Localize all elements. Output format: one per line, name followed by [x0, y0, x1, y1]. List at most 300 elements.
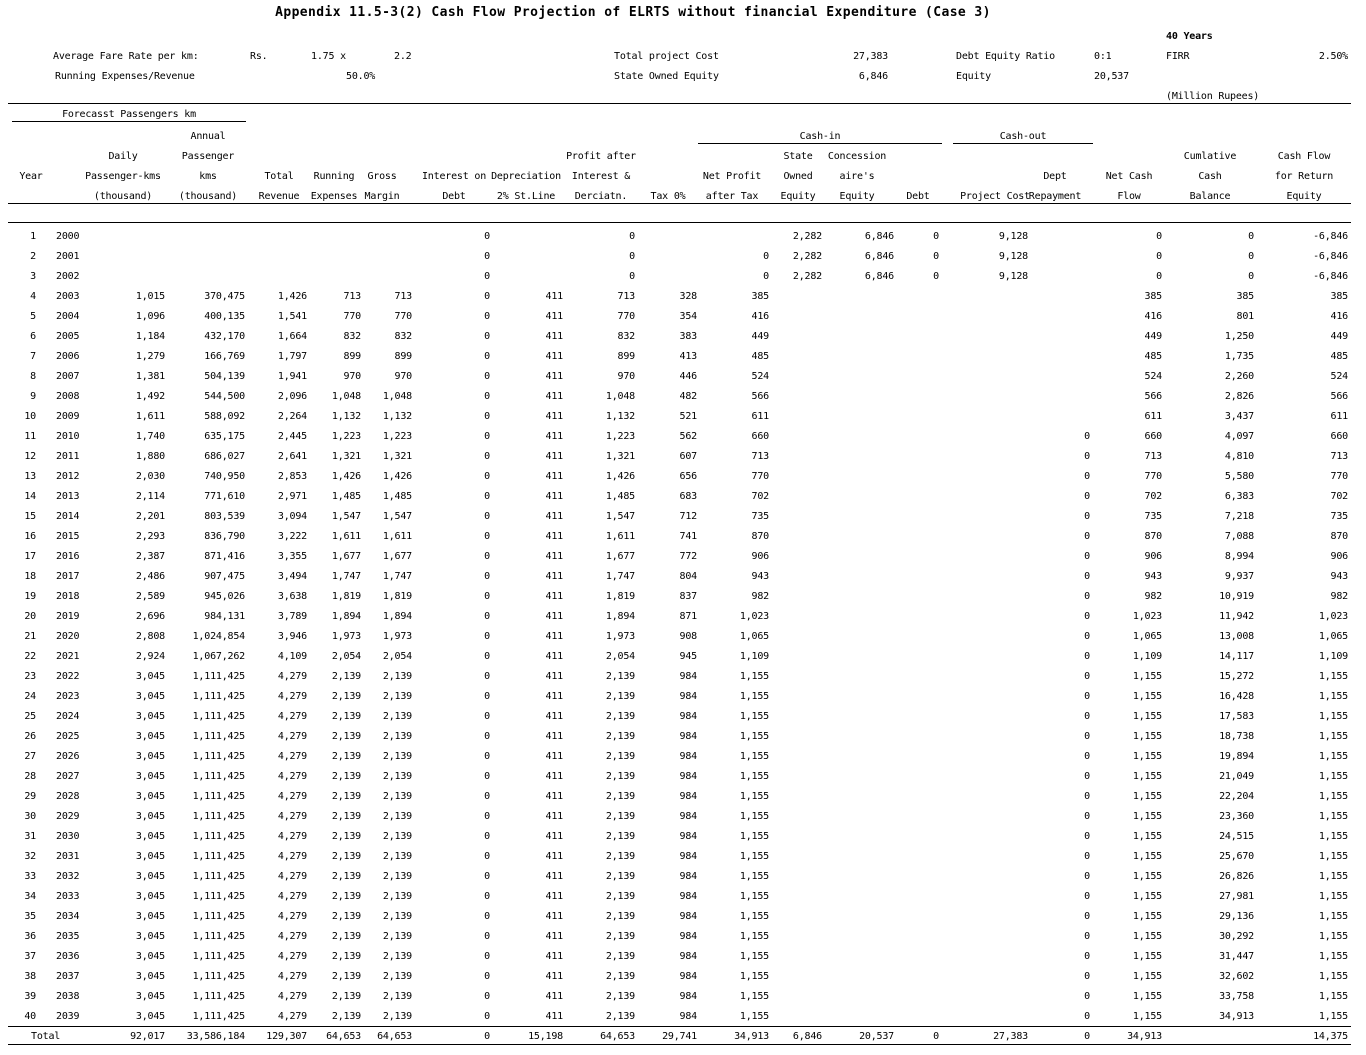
- table-cell: 1,109: [739, 651, 769, 662]
- table-cell: 660: [1144, 431, 1162, 442]
- table-cell: 1,223: [605, 431, 635, 442]
- table-cell: 984: [679, 731, 697, 742]
- total-cell: 14,375: [1313, 1031, 1348, 1042]
- table-cell: 416: [751, 311, 769, 322]
- table-cell: 411: [545, 1011, 563, 1022]
- table-cell: 0: [484, 291, 490, 302]
- table-cell: 1,155: [739, 991, 769, 1002]
- table-cell: 1,155: [1318, 811, 1348, 822]
- row-number: 12: [24, 451, 36, 462]
- table-cell: 1,155: [1132, 671, 1162, 682]
- total-cell: 27,383: [993, 1031, 1028, 1042]
- table-cell: 1,485: [382, 491, 412, 502]
- table-cell: 354: [679, 311, 697, 322]
- table-cell: 0: [1084, 711, 1090, 722]
- table-cell: 899: [394, 351, 412, 362]
- row-number: 35: [24, 911, 36, 922]
- row-year: 2023: [56, 691, 80, 702]
- table-cell: 0: [484, 551, 490, 562]
- table-cell: 970: [343, 371, 361, 382]
- table-cell: 524: [751, 371, 769, 382]
- table-cell: 21,049: [1219, 771, 1254, 782]
- table-cell: 2,139: [382, 831, 412, 842]
- row-number: 29: [24, 791, 36, 802]
- column-header-text: Equity: [1286, 191, 1322, 202]
- table-cell: 1,067,262: [192, 651, 245, 662]
- table-cell: 1,155: [739, 851, 769, 862]
- table-cell: 1,155: [739, 671, 769, 682]
- table-cell: 1,111,425: [192, 671, 245, 682]
- table-cell: 0: [1084, 491, 1090, 502]
- table-cell: 906: [751, 551, 769, 562]
- table-cell: 4,279: [277, 951, 307, 962]
- table-cell: 713: [617, 291, 635, 302]
- table-cell: 411: [545, 331, 563, 342]
- table-cell: 2,139: [382, 991, 412, 1002]
- table-cell: 735: [1330, 511, 1348, 522]
- row-number: 2: [30, 251, 36, 262]
- table-cell: 34,913: [1219, 1011, 1254, 1022]
- table-cell: 1,735: [1224, 351, 1254, 362]
- table-cell: 1,155: [1318, 731, 1348, 742]
- table-cell: 984: [679, 751, 697, 762]
- table-cell: 2,139: [605, 911, 635, 922]
- row-year: 2007: [56, 371, 80, 382]
- table-cell: 1,155: [1318, 931, 1348, 942]
- table-cell: 1,492: [135, 391, 165, 402]
- table-cell: 1,155: [739, 931, 769, 942]
- table-cell: 1,155: [1318, 711, 1348, 722]
- table-cell: 2,139: [605, 711, 635, 722]
- table-cell: 1,155: [1318, 751, 1348, 762]
- table-cell: 2,139: [331, 691, 361, 702]
- row-number: 9: [30, 391, 36, 402]
- table-cell: 2,139: [331, 971, 361, 982]
- table-cell: 0: [933, 231, 939, 242]
- table-cell: 2,826: [1224, 391, 1254, 402]
- table-cell: 1,155: [1318, 991, 1348, 1002]
- table-cell: 0: [484, 331, 490, 342]
- table-cell: 770: [1144, 471, 1162, 482]
- table-cell: 984: [679, 851, 697, 862]
- table-cell: 0: [484, 951, 490, 962]
- table-cell: 5,580: [1224, 471, 1254, 482]
- row-number: 33: [24, 871, 36, 882]
- table-cell: 1,111,425: [192, 791, 245, 802]
- table-cell: 446: [679, 371, 697, 382]
- table-cell: 2,030: [135, 471, 165, 482]
- table-cell: 0: [484, 731, 490, 742]
- table-cell: 1,973: [382, 631, 412, 642]
- table-cell: 0: [1084, 511, 1090, 522]
- table-cell: 611: [1144, 411, 1162, 422]
- table-cell: 0: [1248, 271, 1254, 282]
- table-cell: 3,045: [135, 871, 165, 882]
- table-cell: 0: [484, 831, 490, 842]
- column-header-text: Expenses: [310, 191, 358, 202]
- row-number: 5: [30, 311, 36, 322]
- table-cell: 1,155: [1318, 691, 1348, 702]
- table-cell: 982: [1330, 591, 1348, 602]
- table-cell: 2,139: [605, 751, 635, 762]
- table-cell: 3,789: [277, 611, 307, 622]
- column-header-text: Cash: [1198, 171, 1222, 182]
- row-year: 2019: [56, 611, 80, 622]
- table-cell: 0: [1084, 671, 1090, 682]
- table-cell: 770: [751, 471, 769, 482]
- fare-multiplier: 2.2: [394, 51, 412, 62]
- table-cell: 1,819: [605, 591, 635, 602]
- column-header-text: Owned: [783, 171, 813, 182]
- row-year: 2001: [56, 251, 80, 262]
- table-cell: 803,539: [204, 511, 245, 522]
- table-cell: 3,045: [135, 1011, 165, 1022]
- table-cell: 1,155: [1132, 951, 1162, 962]
- table-cell: 482: [679, 391, 697, 402]
- row-year: 2028: [56, 791, 80, 802]
- row-number: 34: [24, 891, 36, 902]
- table-cell: 1,111,425: [192, 811, 245, 822]
- row-year: 2020: [56, 631, 80, 642]
- table-cell: 31,447: [1219, 951, 1254, 962]
- row-number: 4: [30, 291, 36, 302]
- table-cell: 0: [1084, 811, 1090, 822]
- cash-in-group-label: Cash-in: [799, 131, 841, 142]
- table-cell: 3,094: [277, 511, 307, 522]
- equity-label: Equity: [956, 71, 991, 82]
- table-cell: 899: [617, 351, 635, 362]
- row-number: 26: [24, 731, 36, 742]
- row-year: 2031: [56, 851, 80, 862]
- table-cell: 544,500: [204, 391, 245, 402]
- column-header-text: Equity: [839, 191, 875, 202]
- table-cell: 1,155: [739, 711, 769, 722]
- table-cell: 411: [545, 691, 563, 702]
- table-cell: 2,201: [135, 511, 165, 522]
- table-cell: 2,139: [605, 831, 635, 842]
- table-cell: 1,111,425: [192, 931, 245, 942]
- row-number: 23: [24, 671, 36, 682]
- table-cell: 870: [1144, 531, 1162, 542]
- table-cell: 2,264: [277, 411, 307, 422]
- table-cell: 4,097: [1224, 431, 1254, 442]
- table-cell: 0: [484, 891, 490, 902]
- forecast-group-label: Forecasst Passengers km: [62, 109, 196, 120]
- table-cell: 1,155: [739, 871, 769, 882]
- table-cell: 3,638: [277, 591, 307, 602]
- row-number: 7: [30, 351, 36, 362]
- row-number: 10: [24, 411, 36, 422]
- table-cell: 4,279: [277, 831, 307, 842]
- table-cell: 1,547: [382, 511, 412, 522]
- table-cell: 2,139: [331, 991, 361, 1002]
- table-cell: 562: [679, 431, 697, 442]
- table-cell: 2,139: [331, 671, 361, 682]
- table-cell: 2,054: [382, 651, 412, 662]
- table-cell: 1,747: [605, 571, 635, 582]
- table-cell: 1,381: [135, 371, 165, 382]
- table-cell: 2,139: [605, 671, 635, 682]
- row-year: 2034: [56, 911, 80, 922]
- table-cell: 0: [1084, 651, 1090, 662]
- table-cell: 984: [679, 871, 697, 882]
- table-cell: 1,155: [739, 731, 769, 742]
- table-cell: 837: [679, 591, 697, 602]
- table-cell: 411: [545, 471, 563, 482]
- table-cell: 713: [343, 291, 361, 302]
- table-cell: 1,155: [739, 1011, 769, 1022]
- column-header-text: Repayment: [1028, 191, 1082, 202]
- table-cell: 1,111,425: [192, 1011, 245, 1022]
- table-cell: 9,128: [998, 231, 1028, 242]
- table-cell: 2,971: [277, 491, 307, 502]
- table-cell: 0: [484, 651, 490, 662]
- table-cell: 984,131: [204, 611, 245, 622]
- table-cell: 0: [1156, 271, 1162, 282]
- row-year: 2029: [56, 811, 80, 822]
- column-header-text: Derciatn.: [574, 191, 628, 202]
- row-year: 2015: [56, 531, 80, 542]
- table-cell: 1,048: [331, 391, 361, 402]
- table-cell: 521: [679, 411, 697, 422]
- table-cell: 656: [679, 471, 697, 482]
- table-cell: 166,769: [204, 351, 245, 362]
- total-cell: 0: [484, 1031, 490, 1042]
- row-number: 37: [24, 951, 36, 962]
- table-cell: 2,139: [382, 891, 412, 902]
- table-cell: 1,321: [331, 451, 361, 462]
- table-cell: 2,139: [382, 771, 412, 782]
- table-cell: 1,155: [1132, 731, 1162, 742]
- table-cell: 566: [1330, 391, 1348, 402]
- table-cell: 1,541: [277, 311, 307, 322]
- table-cell: 702: [1330, 491, 1348, 502]
- table-cell: 370,475: [204, 291, 245, 302]
- row-number: 30: [24, 811, 36, 822]
- table-cell: 411: [545, 551, 563, 562]
- table-cell: 0: [1156, 231, 1162, 242]
- table-cell: 832: [394, 331, 412, 342]
- table-cell: 0: [1084, 571, 1090, 582]
- table-cell: 4,279: [277, 871, 307, 882]
- row-year: 2013: [56, 491, 80, 502]
- column-header-text: Project Cost: [960, 191, 1030, 202]
- row-number: 18: [24, 571, 36, 582]
- column-header-text: Debt: [442, 191, 466, 202]
- table-cell: 2,139: [382, 711, 412, 722]
- table-cell: 0: [484, 991, 490, 1002]
- row-number: 16: [24, 531, 36, 542]
- table-cell: 1,155: [1318, 671, 1348, 682]
- table-cell: 416: [1330, 311, 1348, 322]
- column-header-text: Gross: [367, 171, 397, 182]
- table-cell: 1,155: [739, 751, 769, 762]
- table-cell: 0: [484, 591, 490, 602]
- table-cell: 3,946: [277, 631, 307, 642]
- table-cell: 2,139: [331, 711, 361, 722]
- table-cell: 1,111,425: [192, 691, 245, 702]
- table-cell: 1,797: [277, 351, 307, 362]
- row-number: 8: [30, 371, 36, 382]
- table-cell: 770: [1330, 471, 1348, 482]
- table-cell: 0: [484, 1011, 490, 1022]
- row-year: 2012: [56, 471, 80, 482]
- cash-out-underline: [953, 143, 1093, 144]
- table-cell: 0: [1084, 731, 1090, 742]
- table-cell: 832: [343, 331, 361, 342]
- table-cell: 0: [933, 251, 939, 262]
- table-cell: 945,026: [204, 591, 245, 602]
- table-cell: 984: [679, 891, 697, 902]
- row-year: 2003: [56, 291, 80, 302]
- table-cell: 0: [484, 871, 490, 882]
- table-cell: 411: [545, 711, 563, 722]
- table-cell: 0: [484, 491, 490, 502]
- table-cell: 0: [1084, 451, 1090, 462]
- table-cell: 871: [679, 611, 697, 622]
- column-header-text: Cash Flow: [1277, 151, 1331, 162]
- table-cell: 1,023: [739, 611, 769, 622]
- table-cell: 2,096: [277, 391, 307, 402]
- row-number: 32: [24, 851, 36, 862]
- column-header-text: Tax 0%: [650, 191, 686, 202]
- table-cell: 17,583: [1219, 711, 1254, 722]
- firr-label: FIRR: [1166, 51, 1190, 62]
- table-cell: 2,139: [331, 731, 361, 742]
- table-cell: 411: [545, 291, 563, 302]
- table-cell: 4,279: [277, 1011, 307, 1022]
- table-cell: 2,139: [382, 671, 412, 682]
- table-cell: 712: [679, 511, 697, 522]
- equity-value: 20,537: [1094, 71, 1129, 82]
- table-cell: 2,139: [382, 731, 412, 742]
- table-cell: 2,282: [792, 271, 822, 282]
- table-cell: 1,155: [1318, 871, 1348, 882]
- row-number: 36: [24, 931, 36, 942]
- table-cell: 1,023: [1318, 611, 1348, 622]
- row-number: 15: [24, 511, 36, 522]
- table-cell: 4,279: [277, 971, 307, 982]
- table-cell: 385: [1330, 291, 1348, 302]
- table-cell: 33,758: [1219, 991, 1254, 1002]
- table-cell: 0: [1084, 611, 1090, 622]
- table-cell: 411: [545, 811, 563, 822]
- fare-rate: 1.75 x: [311, 51, 346, 62]
- table-cell: 2,139: [605, 971, 635, 982]
- table-cell: 3,045: [135, 991, 165, 1002]
- table-cell: 1,111,425: [192, 951, 245, 962]
- table-cell: 0: [484, 971, 490, 982]
- total-label: Total: [31, 1031, 61, 1042]
- header-top-rule: [8, 103, 1351, 104]
- table-cell: 411: [545, 971, 563, 982]
- row-number: 39: [24, 991, 36, 1002]
- table-cell: 735: [1144, 511, 1162, 522]
- table-cell: 3,045: [135, 971, 165, 982]
- column-header-text: Depreciation: [491, 171, 561, 182]
- table-cell: 1,819: [331, 591, 361, 602]
- table-cell: 1,426: [331, 471, 361, 482]
- running-ratio-value: 50.0%: [346, 71, 376, 82]
- column-header-text: Balance: [1189, 191, 1231, 202]
- row-number: 17: [24, 551, 36, 562]
- total-cell: 64,653: [377, 1031, 412, 1042]
- table-cell: 1,048: [605, 391, 635, 402]
- table-cell: 0: [629, 271, 635, 282]
- table-cell: 10,919: [1219, 591, 1254, 602]
- table-cell: 1,109: [1132, 651, 1162, 662]
- table-cell: 485: [1330, 351, 1348, 362]
- table-cell: 984: [679, 691, 697, 702]
- table-cell: 660: [1330, 431, 1348, 442]
- table-cell: 1,155: [739, 971, 769, 982]
- table-cell: 18,738: [1219, 731, 1254, 742]
- row-year: 2009: [56, 411, 80, 422]
- table-cell: 1,155: [739, 911, 769, 922]
- table-cell: 2,387: [135, 551, 165, 562]
- table-cell: 1,155: [1132, 711, 1162, 722]
- column-header-text: Debt: [906, 191, 930, 202]
- total-cell: 33,586,184: [186, 1031, 245, 1042]
- table-cell: 1,111,425: [192, 851, 245, 862]
- row-number: 13: [24, 471, 36, 482]
- table-cell: 0: [484, 931, 490, 942]
- table-cell: 3,045: [135, 691, 165, 702]
- table-cell: 1,065: [739, 631, 769, 642]
- table-cell: 1,111,425: [192, 751, 245, 762]
- table-cell: 3,045: [135, 831, 165, 842]
- table-cell: 1,065: [1318, 631, 1348, 642]
- table-cell: 524: [1330, 371, 1348, 382]
- row-year: 2022: [56, 671, 80, 682]
- table-cell: 2,486: [135, 571, 165, 582]
- table-cell: 4,279: [277, 991, 307, 1002]
- column-header-text: Dept: [1043, 171, 1067, 182]
- table-cell: 1,023: [1132, 611, 1162, 622]
- table-cell: 1,155: [1318, 951, 1348, 962]
- table-cell: 611: [751, 411, 769, 422]
- table-cell: 2,139: [382, 851, 412, 862]
- table-cell: 943: [1330, 571, 1348, 582]
- table-cell: 6,846: [864, 231, 894, 242]
- table-cell: 4,279: [277, 811, 307, 822]
- table-cell: 2,808: [135, 631, 165, 642]
- table-cell: 2,139: [331, 831, 361, 842]
- table-cell: 771,610: [204, 491, 245, 502]
- table-cell: 328: [679, 291, 697, 302]
- table-cell: 0: [1084, 951, 1090, 962]
- table-cell: 22,204: [1219, 791, 1254, 802]
- row-year: 2032: [56, 871, 80, 882]
- table-cell: 16,428: [1219, 691, 1254, 702]
- table-cell: 984: [679, 811, 697, 822]
- table-cell: 713: [751, 451, 769, 462]
- table-cell: 3,437: [1224, 411, 1254, 422]
- table-cell: 0: [1084, 751, 1090, 762]
- table-cell: 0: [763, 271, 769, 282]
- column-header-text: Margin: [364, 191, 400, 202]
- table-cell: 2,139: [331, 791, 361, 802]
- row-year: 2004: [56, 311, 80, 322]
- state-equity-value: 6,846: [858, 71, 888, 82]
- table-cell: 984: [679, 791, 697, 802]
- row-number: 40: [24, 1011, 36, 1022]
- table-cell: 1,155: [1318, 1011, 1348, 1022]
- row-year: 2039: [56, 1011, 80, 1022]
- table-cell: 4,279: [277, 771, 307, 782]
- row-number: 24: [24, 691, 36, 702]
- table-cell: 906: [1144, 551, 1162, 562]
